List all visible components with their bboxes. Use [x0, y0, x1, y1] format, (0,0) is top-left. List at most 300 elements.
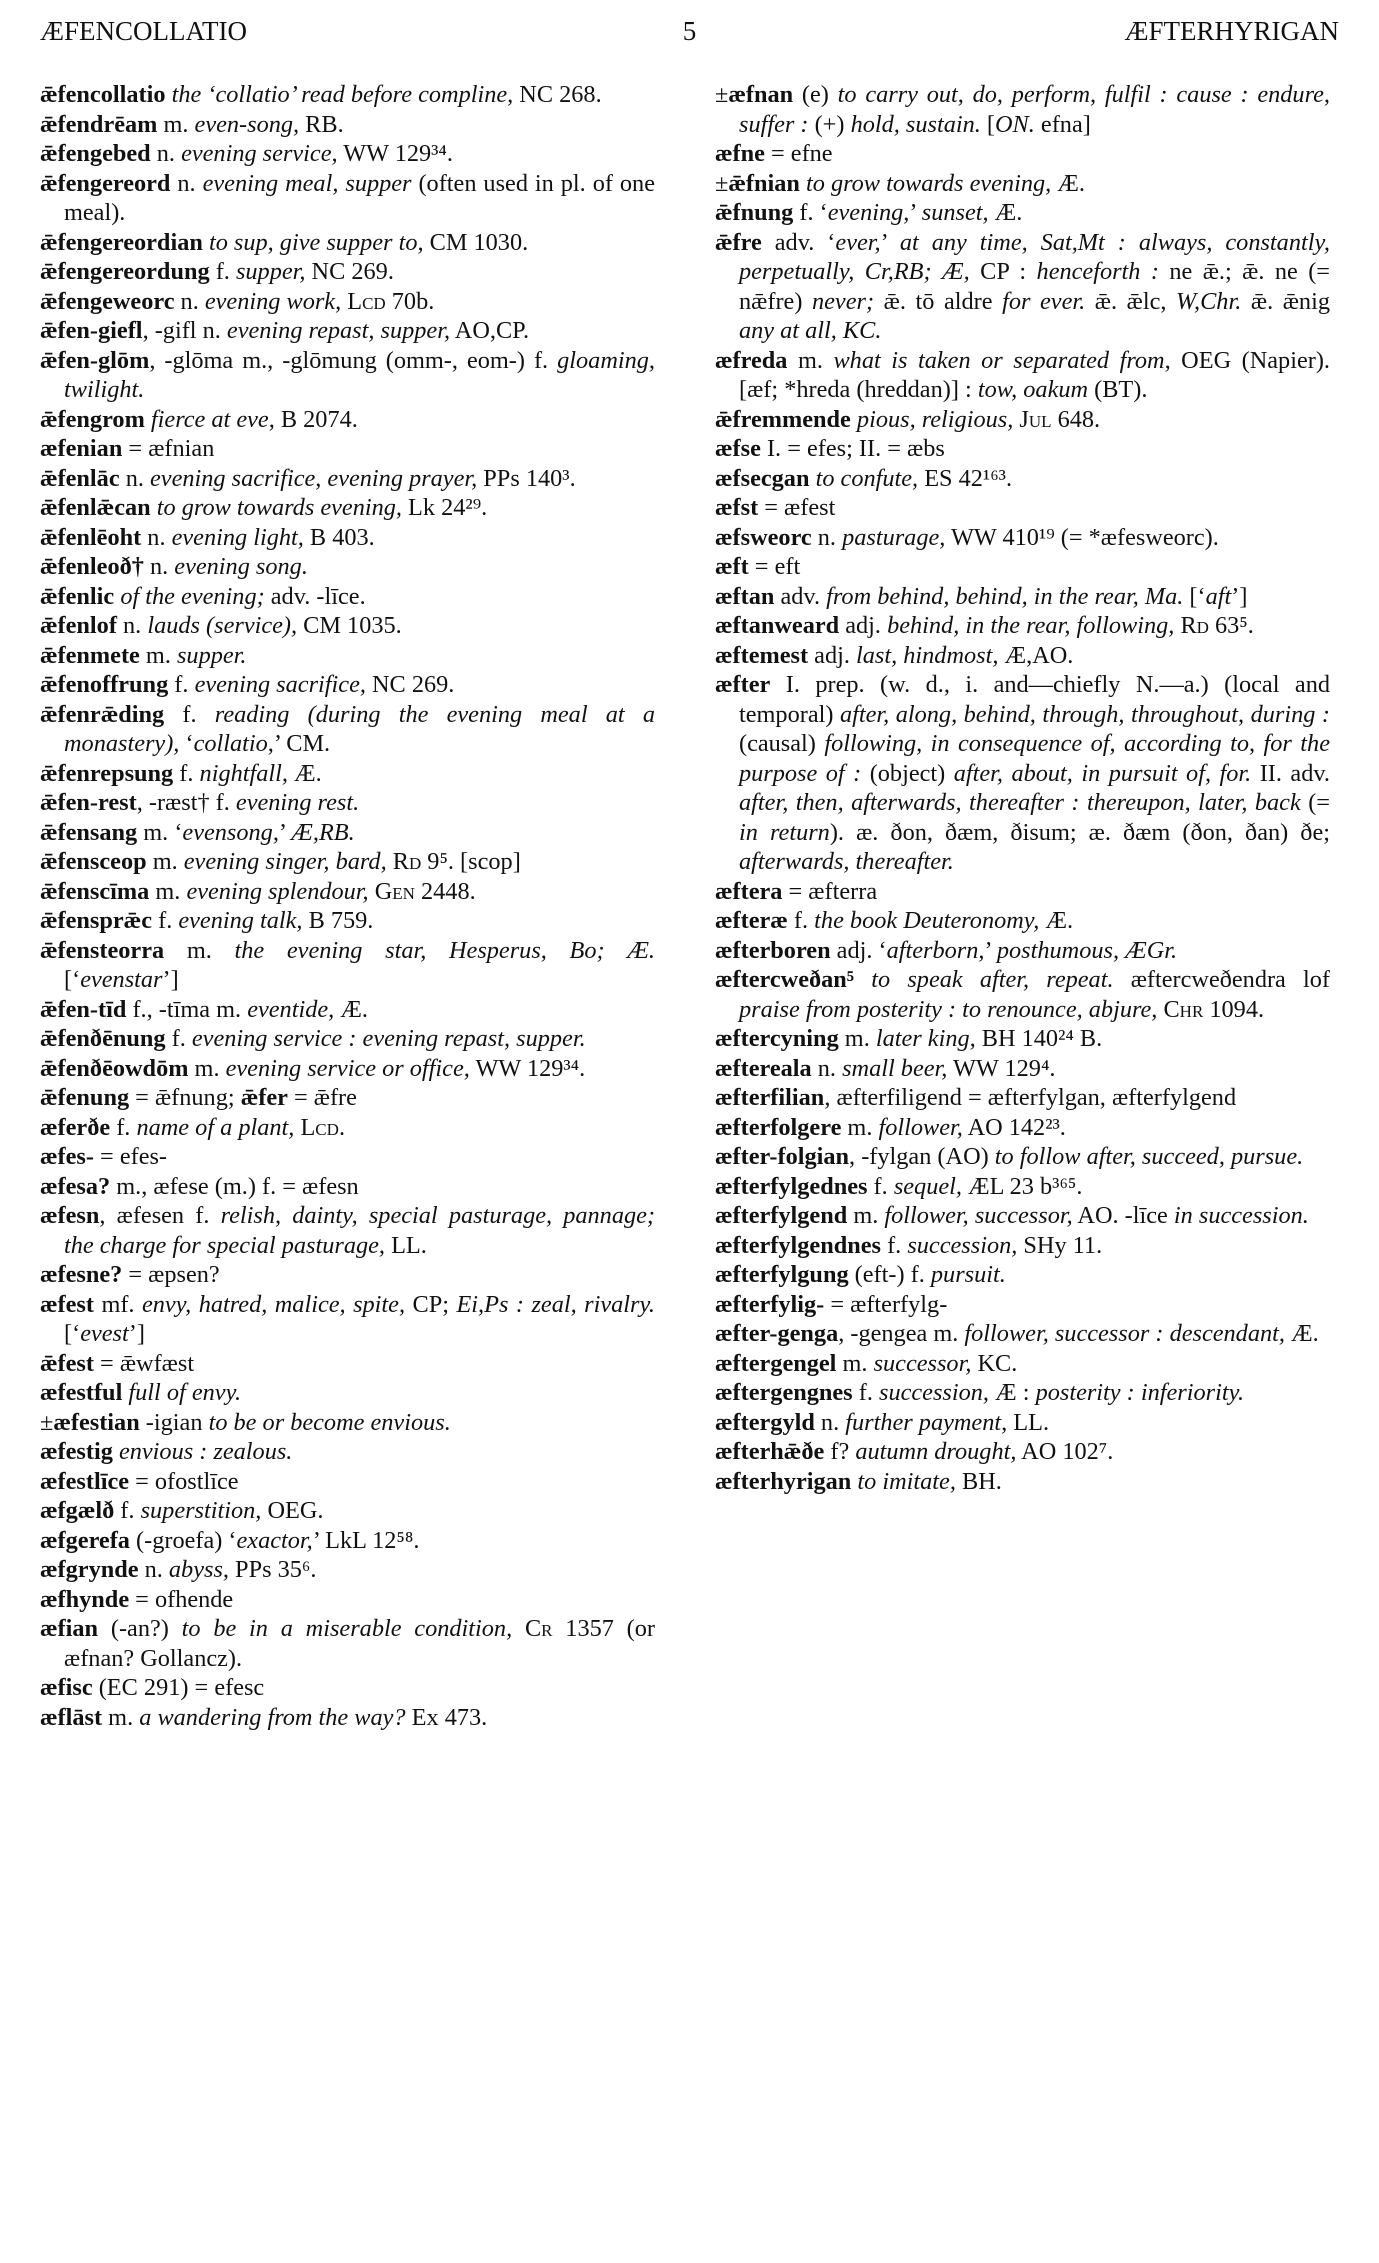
entry-gloss: in return [739, 818, 830, 846]
dictionary-entry [715, 346, 1330, 405]
entry-headword: ǣfensteorra [40, 936, 165, 964]
entry-headword: æfsecgan [715, 464, 810, 492]
entry-text: n. [116, 612, 148, 639]
entry-headword: ǣfenðēnung [40, 1025, 166, 1052]
entry-text: m. [787, 346, 834, 374]
entry-headword: ǣfenrǣding [40, 700, 165, 728]
entry-text: PPs 140³. [477, 464, 576, 492]
entry-text: CP; [405, 1290, 457, 1318]
dictionary-entry [40, 700, 655, 759]
dictionary-entry [40, 877, 655, 907]
entry-gloss: evenstar [80, 966, 163, 993]
entry-text: f. [152, 907, 179, 934]
entry-text: (-groefa) ‘ [129, 1526, 237, 1554]
entry-text: 63⁵. [1208, 612, 1254, 639]
entry-text: SHy 11. [1017, 1231, 1103, 1259]
entry-text: I. prep. (w. d., i. and—chiefly N.—a.) (local and temporal) [739, 671, 1330, 728]
entry-headword: ǣfengereord [40, 169, 171, 197]
entry-gloss: evest [80, 1320, 129, 1347]
entry-gloss: succession, [878, 1379, 989, 1406]
entry-gloss: pursuit. [930, 1261, 1006, 1288]
dictionary-entry [715, 169, 1330, 199]
entry-text: f. [173, 759, 200, 787]
entry-text: ÆL 23 b³⁶⁵. [961, 1172, 1083, 1200]
entry-text: 1357 (or æfnan? Gollancz). [64, 1615, 656, 1672]
entry-headword: æfestful [40, 1379, 123, 1406]
entry-text: f., -tīma m. [126, 995, 248, 1023]
entry-text: Æ : [988, 1379, 1036, 1406]
dictionary-entry [40, 1260, 655, 1290]
dictionary-entry [715, 641, 1330, 671]
dictionary-entry [715, 1349, 1330, 1379]
dictionary-entry [40, 80, 655, 110]
dictionary-entry [40, 611, 655, 641]
dictionary-entry [715, 228, 1330, 346]
entry-text: 70b. [385, 287, 435, 315]
dictionary-entry [715, 611, 1330, 641]
entry-headword: ǣfenlēoht [40, 523, 142, 551]
dictionary-entry [715, 1083, 1330, 1113]
dictionary-entry [40, 1024, 655, 1054]
dictionary-entry [40, 1113, 655, 1143]
entry-text: m. [164, 936, 235, 964]
entry-headword: ǣfengrom [40, 405, 145, 433]
dictionary-entry [40, 1378, 655, 1408]
entry-text: m. [838, 1025, 876, 1052]
entry-text: WW 410¹⁹ (= *æfesweorc). [945, 523, 1219, 551]
entry-text: n. [141, 523, 172, 551]
dictionary-entry [715, 1142, 1330, 1172]
entry-text: f. [110, 1113, 137, 1141]
dictionary-entry [40, 759, 655, 789]
entry-text: BH. [955, 1467, 1002, 1495]
entry-text: f. [168, 671, 195, 698]
entry-gloss: never; [811, 287, 875, 315]
entry-gloss: the evening star, Hesperus, Bo; [234, 936, 605, 964]
entry-text: f. [209, 258, 236, 285]
entry-gloss: to imitate, [857, 1467, 956, 1495]
dictionary-entry [715, 198, 1330, 228]
entry-text: ’] [1231, 582, 1248, 610]
dictionary-entry [715, 1408, 1330, 1438]
dictionary-entry [40, 287, 655, 317]
entry-text: m. [841, 1113, 879, 1141]
entry-gloss: praise from posterity : to renounce, abjure, [739, 995, 1158, 1023]
entry-text: ‘ [179, 730, 194, 757]
entry-gloss: at any time, Sat,Mt : always, constantly, perpetually, Cr,RB; [739, 228, 1330, 285]
right-column [715, 80, 1330, 1496]
dictionary-entry [715, 1172, 1330, 1202]
entry-text: (= [1300, 789, 1330, 816]
entry-headword: æftereala [715, 1054, 812, 1082]
entry-headword: æftera [715, 877, 783, 905]
dictionary-entry [40, 1054, 655, 1084]
entry-text: RB. [299, 110, 344, 138]
header-right-guideword: ÆFTERHYRIGAN [1124, 16, 1339, 46]
dictionary-entry [40, 552, 655, 582]
entry-gloss: hold, sustain. [850, 110, 981, 138]
entry-text: -igian [139, 1408, 209, 1436]
entry-headword: æfenian [40, 435, 123, 462]
entry-headword: æfterfylgend [715, 1202, 848, 1229]
entry-text: (EC 291) = efesc [92, 1674, 265, 1701]
dictionary-entry [40, 257, 655, 287]
entry-headword: æflāst [40, 1703, 103, 1731]
entry-headword: æfter-folgian [715, 1143, 850, 1170]
entry-text: = æfterra [782, 877, 878, 905]
entry-headword: æfgerefa [40, 1526, 130, 1554]
entry-headword: æfnan [728, 81, 794, 108]
dictionary-entry [40, 1437, 655, 1467]
entry-gloss: evening repast, supper, [226, 317, 451, 344]
entry-text: ǣ. tō aldre [874, 287, 1003, 315]
entry-text: = æfnian [122, 435, 215, 462]
entry-text: Æ. [988, 199, 1023, 226]
dictionary-entry [715, 1437, 1330, 1467]
entry-text: 2448. [414, 877, 476, 905]
entry-text: m. ‘ [137, 818, 183, 846]
entry-gloss: from behind, behind, in the rear, Ma. [826, 582, 1184, 610]
entry-headword: ǣfen-tīd [40, 995, 127, 1023]
entry-gloss: afterwards, thereafter. [739, 848, 954, 875]
dictionary-entry [40, 110, 655, 140]
entry-headword: ǣfenlāc [40, 464, 120, 492]
entry-text: f. [114, 1497, 141, 1524]
entry-text: B 759. [302, 907, 374, 934]
entry-headword: æfhynde [40, 1585, 130, 1613]
entry-gloss: last, hindmost, [856, 641, 999, 669]
dictionary-entry [40, 346, 655, 405]
entry-gloss: after, along, behind, through, throughout, during : [839, 700, 1330, 728]
entry-headword: ǣfenlic [40, 582, 115, 610]
entry-gloss: to grow towards evening, [156, 494, 402, 521]
entry-headword: ǣfenrepsung [40, 759, 174, 787]
entry-text: OEG (Napier). [æf; *hreda (hreddan)] : [739, 346, 1330, 403]
entry-gloss: after, about, in pursuit of, for. [953, 759, 1252, 787]
entry-text: NC 269. [305, 258, 394, 285]
dictionary-entry [40, 847, 655, 877]
dictionary-entry [715, 1024, 1330, 1054]
dictionary-entry [715, 552, 1330, 582]
entry-gloss: envious : zealous. [118, 1438, 293, 1465]
entry-headword: æftergengnes [715, 1379, 853, 1406]
entry-headword: æfterfylig- [715, 1290, 825, 1318]
entry-gloss: Æ. [627, 936, 656, 964]
entry-headword: æfesa? [40, 1172, 111, 1200]
entry-text: LL. [385, 1231, 427, 1259]
entry-text: (often used in pl. of one meal). [64, 169, 655, 226]
entry-text: Æ. [1051, 169, 1085, 197]
entry-headword: ǣfenlǣcan [40, 494, 151, 521]
entry-headword: ǣfen-giefl [40, 317, 143, 344]
entry-gloss: Æ,RB. [291, 818, 355, 846]
entry-gloss: to carry out, do, perform, fulfil : cause : endure, suffer : [739, 81, 1330, 138]
entry-gloss: to sup, give supper to, [208, 228, 424, 256]
entry-text [932, 258, 942, 285]
dictionary-entry [40, 1526, 655, 1556]
entry-text: 648. [1051, 405, 1101, 433]
entry-text: m. [146, 848, 184, 875]
entry-text: f. [787, 907, 815, 934]
entry-text: n. [143, 553, 175, 580]
dictionary-entry [40, 1290, 655, 1349]
entry-text: efna] [1034, 110, 1091, 138]
entry-gloss: further payment, [845, 1408, 1008, 1436]
entry-text: n. [174, 287, 205, 315]
entry-text: m. [139, 641, 177, 669]
entry-gloss: evening sacrifice, evening prayer, [150, 464, 478, 492]
entry-headword: æfne [715, 140, 765, 167]
dictionary-entry [40, 523, 655, 553]
entry-text: adv. ‘ [761, 228, 836, 256]
dictionary-entry [715, 965, 1330, 1024]
entry-text: ± [715, 169, 729, 197]
dictionary-entry [40, 1349, 655, 1379]
entry-headword: æfterfylgung [715, 1261, 849, 1288]
entry-text: KC. [971, 1349, 1018, 1377]
entry-headword: æfgrynde [40, 1556, 139, 1583]
entry-gloss: afterborn, [886, 936, 985, 964]
entry-gloss: following, in consequence of, according to, for the purpose of : [739, 730, 1330, 787]
entry-text: OEG. [261, 1497, 324, 1524]
entry-text: = eft [748, 553, 801, 580]
entry-headword: ǣfendrēam [40, 110, 158, 138]
entry-text: (causal) [739, 730, 825, 757]
entry-text: = æfest [758, 494, 836, 521]
entry-text: = ǣfnung; [129, 1084, 241, 1111]
entry-headword: æfterhyrigan [715, 1467, 852, 1495]
dictionary-entry [715, 1290, 1330, 1320]
entry-text: AO 102⁷. [1016, 1438, 1114, 1465]
dictionary-entry [40, 1585, 655, 1615]
entry-gloss: follower, successor : descendant, [964, 1320, 1285, 1347]
entry-headword: æfst [715, 494, 759, 521]
entry-gloss: a wandering from the way? [139, 1703, 406, 1731]
entry-gloss: for ever. [1002, 287, 1086, 315]
running-header [40, 16, 1339, 56]
entry-text [605, 937, 628, 964]
entry-headword: æfreda [715, 346, 788, 374]
entry-text: , -ræst† f. [136, 789, 236, 816]
entry-text: f. ‘ [793, 199, 828, 226]
entry-headword: æfestlīce [40, 1467, 130, 1495]
dictionary-entry [40, 1408, 655, 1438]
entry-text: . [338, 1113, 346, 1141]
entry-text: 1094. [1203, 995, 1265, 1023]
entry-gloss: evening sacrifice, [194, 671, 366, 698]
entry-headword: ǣfnian [728, 169, 800, 197]
entry-gloss: gloaming, twilight. [64, 346, 655, 403]
dictionary-entry [40, 670, 655, 700]
entry-text: Æ. [1284, 1320, 1319, 1347]
entry-gloss: evening splendour, [186, 877, 369, 905]
entry-headword: ǣfer [240, 1084, 288, 1111]
entry-text: m. [149, 877, 187, 905]
entry-text: Æ,AO. [998, 641, 1074, 669]
entry-text: , æfterfiligend = æfterfylgan, æfterfylgend [824, 1084, 1237, 1111]
entry-headword: ǣfenscīma [40, 877, 150, 905]
dictionary-entry [40, 1614, 655, 1673]
entry-text: Æ. [1039, 907, 1074, 934]
entry-gloss: evening work, [204, 287, 342, 315]
dictionary-entry [715, 1113, 1330, 1143]
entry-headword: ǣfengereordung [40, 258, 210, 285]
entry-text: = æpsen? [122, 1261, 220, 1288]
dictionary-entry [40, 1467, 655, 1497]
entry-headword: æferðe [40, 1113, 111, 1141]
entry-headword: ǣfensprǣc [40, 907, 153, 934]
entry-headword: æfsweorc [715, 523, 812, 551]
entry-text: = efes- [93, 1143, 168, 1170]
entry-gloss: behind, in the rear, following, [887, 612, 1175, 639]
entry-gloss: evening service or office, [225, 1054, 470, 1082]
entry-text: CM 1035. [297, 612, 402, 639]
entry-text: WW 129³⁴. [337, 140, 453, 167]
entry-gloss: follower, successor, [884, 1202, 1073, 1229]
entry-text: NC 268. [513, 81, 602, 108]
entry-text: ǣ. ǣlc, [1085, 287, 1177, 315]
entry-text: æftercweðendra lof [1113, 966, 1331, 993]
entry-gloss: later king, [875, 1025, 976, 1052]
entry-gloss: evensong, [182, 818, 279, 846]
entry-headword: ǣfengebed [40, 140, 151, 167]
entry-headword: æftergengel [715, 1349, 837, 1377]
entry-text: ’ [880, 228, 900, 256]
entry-gloss: lauds (service), [147, 612, 298, 639]
entry-gloss: small beer, [842, 1054, 948, 1082]
entry-headword: ǣfenlof [40, 612, 117, 639]
entry-headword: æfest [40, 1290, 94, 1318]
dictionary-entry [40, 906, 655, 936]
dictionary-entry [40, 1142, 655, 1172]
entry-text: m. [836, 1349, 874, 1377]
header-left-guideword: ÆFENCOLLATIO [40, 16, 247, 46]
entry-text: n. [119, 464, 150, 492]
entry-gloss: W,Chr. [1176, 287, 1242, 315]
entry-headword: æfter-genga [715, 1320, 839, 1347]
entry-gloss: reading (during the evening meal at a monastery), [64, 700, 655, 757]
dictionary-entry [40, 788, 655, 818]
entry-text: n. [138, 1556, 169, 1583]
entry-text: ± [40, 1408, 54, 1436]
entry-text: f. [867, 1172, 894, 1200]
entry-text: ). æ. ðon, ðæm, ðisum; æ. ðæm (ðon, ðan) ðe; [829, 818, 1330, 846]
entry-headword: æfterfolgere [715, 1113, 842, 1141]
dictionary-entry [715, 80, 1330, 139]
entry-gloss: evening meal, supper [202, 169, 412, 197]
entry-text: f? [824, 1438, 856, 1465]
entry-text: 9⁵. [scop] [421, 848, 521, 875]
entry-text: = efne [764, 140, 833, 167]
entry-source: Rd [1180, 612, 1209, 639]
entry-text: LL. [1007, 1408, 1050, 1436]
entry-gloss: successor, [873, 1349, 972, 1377]
dictionary-entry [715, 493, 1330, 523]
entry-source: Chr [1163, 995, 1204, 1023]
entry-gloss: autumn drought, [855, 1438, 1017, 1465]
dictionary-entry [715, 523, 1330, 553]
dictionary-entry [715, 434, 1330, 464]
entry-text: adj. [808, 641, 856, 669]
entry-text: , -gengea m. [838, 1320, 965, 1347]
entry-text: n. [170, 169, 203, 197]
entry-text: n. [814, 1408, 846, 1436]
entry-headword: æfterhǣðe [715, 1438, 825, 1465]
entry-gloss: any at all, KC. [739, 317, 882, 344]
entry-text: (object) [861, 759, 954, 787]
entry-text: B 403. [303, 523, 375, 551]
dictionary-entry [715, 1467, 1330, 1497]
entry-headword: ǣfenðēowdōm [40, 1054, 189, 1082]
entry-text: , -fylgan (AO) [849, 1143, 995, 1170]
entry-text: Æ. [287, 759, 322, 787]
entry-gloss: abyss, [168, 1556, 229, 1583]
entry-gloss: to grow towards evening, [805, 169, 1052, 197]
entry-text: ’ [984, 936, 997, 964]
entry-headword: æfterfylgednes [715, 1172, 868, 1200]
dictionary-entry [715, 906, 1330, 936]
left-column [40, 80, 655, 1732]
entry-text: CM 1030. [423, 228, 529, 256]
entry-headword: æfse [715, 435, 761, 462]
dictionary-entry [40, 582, 655, 612]
entry-headword: æfterfilian [715, 1084, 825, 1111]
entry-text: II. adv. [1251, 759, 1330, 787]
dictionary-entry [715, 1201, 1330, 1231]
entry-text: ’ [278, 818, 292, 846]
entry-text: ’] [128, 1320, 145, 1347]
entry-text: [‘ [1183, 582, 1206, 610]
dictionary-entry [40, 1201, 655, 1260]
entry-headword: ǣfre [715, 228, 762, 256]
dictionary-entry [715, 1260, 1330, 1290]
entry-headword: æftergyld [715, 1408, 815, 1436]
entry-gloss: evening singer, bard, [183, 848, 387, 875]
entry-gloss: evening light, [171, 523, 304, 551]
entry-gloss: sequel, [893, 1172, 962, 1200]
dictionary-entry [715, 1054, 1330, 1084]
dictionary-entry [715, 1319, 1330, 1349]
entry-text: CP : [969, 258, 1037, 285]
entry-gloss: relish, dainty, special pasturage, pannage; the charge for special pasturage, [64, 1202, 655, 1259]
entry-headword: ǣfen-rest [40, 789, 137, 816]
entry-gloss: after, then, afterwards, thereafter : thereupon, later, back [739, 789, 1301, 816]
entry-headword: æftan [715, 582, 775, 610]
entry-text [512, 1615, 525, 1642]
entry-gloss: tow, oakum [977, 376, 1089, 403]
dictionary-entry [715, 670, 1330, 877]
entry-text: ne ǣ.; ǣ. ne (= nǣfre) [739, 258, 1331, 315]
entry-gloss: name of a plant, [136, 1113, 295, 1141]
entry-gloss: the ‘collatio’ read before compline, [171, 81, 514, 108]
entry-gloss: evening service, [181, 140, 338, 167]
dictionary-entry [40, 169, 655, 228]
entry-text: [‘ [64, 1320, 81, 1347]
entry-text: ES 42¹⁶³. [918, 464, 1013, 492]
entry-gloss: envy, hatred, malice, spite, [141, 1290, 406, 1318]
entry-headword: ǣfenung [40, 1084, 130, 1111]
entry-headword: ǣfensceop [40, 848, 147, 875]
entry-gloss: evening service : evening repast, supper. [191, 1025, 586, 1052]
entry-headword: ǣfengeweorc [40, 287, 175, 315]
entry-gloss: superstition, [140, 1497, 262, 1524]
entry-text: (+) [808, 110, 851, 138]
entry-headword: æftercweðan⁵ [715, 966, 855, 993]
entry-source: Cr [524, 1615, 553, 1642]
dictionary-entry [40, 316, 655, 346]
entry-text: ’ [909, 199, 922, 226]
entry-text: = ǣwfæst [93, 1349, 195, 1377]
